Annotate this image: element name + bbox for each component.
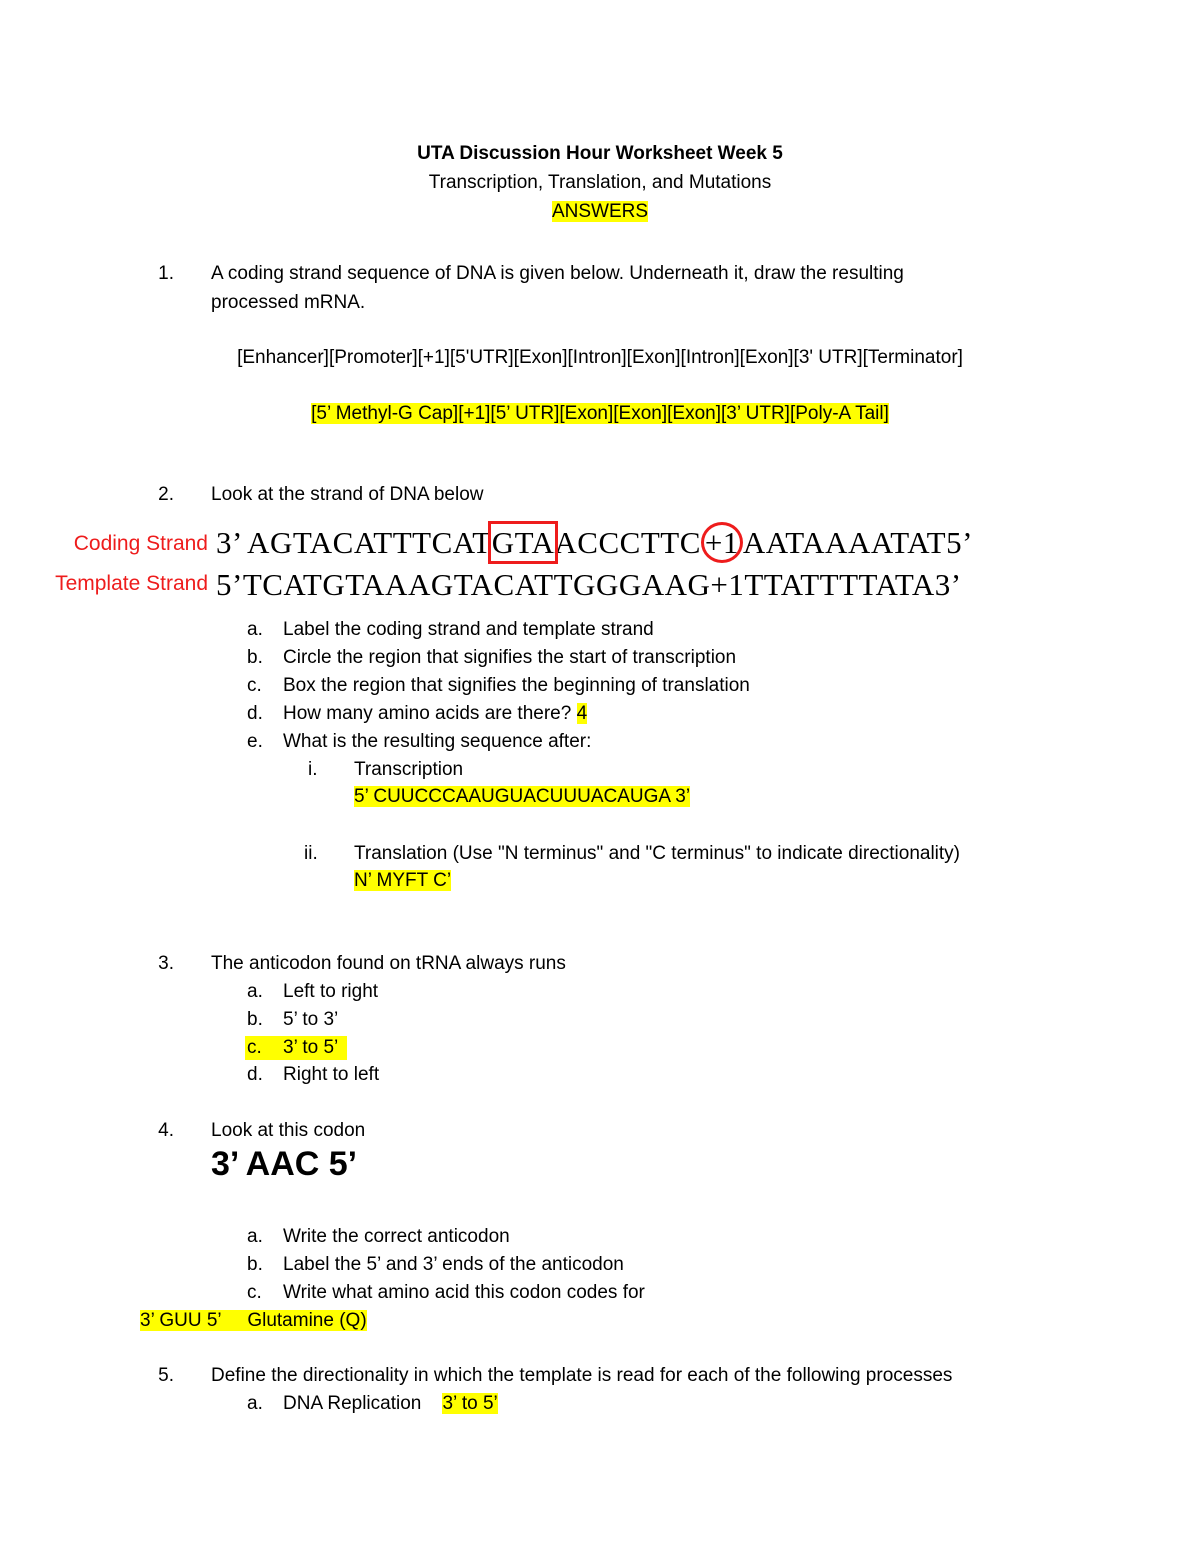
q2-sub-i-answer: 5’ CUUCCCAAUGUACUUUACAUGA 3’ [354,786,691,807]
q4-item-b-text: Label the 5’ and 3’ ends of the anticodon [283,1254,624,1275]
q4-item-a-letter: a. [247,1226,263,1247]
q1-answer: [5’ Methyl-G Cap][+1][5’ UTR][Exon][Exon][Exon][3’ UTR][Poly-A Tail] [311,403,889,424]
q4-item-b-letter: b. [247,1254,263,1275]
q2-item-e-text: What is the resulting sequence after: [283,731,592,752]
q5-item-a-letter: a. [247,1393,263,1414]
translation-start-box: GTA [491,525,555,560]
q3-option-a-text: Left to right [283,981,379,1002]
q5-item-a-answer: 3’ to 5’ [442,1393,498,1414]
template-strand-label: Template Strand [55,572,208,595]
q2-sub-ii-answer-row [354,870,451,892]
q2-item-e-letter: e. [247,731,263,752]
q2-sub-i-numeral: i. [308,759,318,780]
q4-answer-row [140,1310,367,1332]
q3-option-b-text: 5’ to 3’ [283,1009,339,1030]
q2-item-a-letter: a. [247,619,263,640]
q2-item-d [283,703,587,725]
q5-item-a-text: DNA Replication [283,1393,422,1414]
q2-item-c-text: Box the region that signifies the beginning of translation [283,675,750,696]
coding-seq-part-b: ACCCTTC [554,525,701,560]
q2-sub-ii-numeral: ii. [304,843,318,864]
q2-item-b-text: Circle the region that signifies the start of transcription [283,647,737,668]
q5-text: Define the directionality in which the template is read for each of the following processes [211,1365,953,1386]
q2-text: Look at the strand of DNA below [211,484,484,505]
coding-strand-sequence [216,525,973,561]
q2-item-c-letter: c. [247,675,262,696]
q3-option-c-letter: c. [247,1037,262,1058]
q1-text-line1: A coding strand sequence of DNA is given below. Underneath it, draw the resulting [211,263,904,284]
q2-item-a-text: Label the coding strand and template strand [283,619,654,640]
q3-option-b-letter: b. [247,1009,263,1030]
q2-item-d-answer: 4 [576,703,588,724]
q4-item-c-letter: c. [247,1282,262,1303]
q3-option-d-text: Right to left [283,1064,380,1085]
q1-text-line2: processed mRNA. [211,292,366,313]
q5-item-a [283,1393,498,1415]
q1-dna-structure: [Enhancer][Promoter][+1][5'UTR][Exon][Intron][Exon][Intron][Exon][3' UTR][Terminator] [237,347,963,368]
page-title: UTA Discussion Hour Worksheet Week 5 [417,143,783,164]
q2-sub-i-answer-row [354,786,690,808]
coding-strand-label: Coding Strand [73,532,208,555]
q4-item-a-text: Write the correct anticodon [283,1226,510,1247]
q3-text: The anticodon found on tRNA always runs [211,953,566,974]
coding-seq-part-c: AATAAAATAT5’ [742,525,973,560]
q3-option-a-letter: a. [247,981,263,1002]
transcription-start-circle: +1 [701,522,743,563]
q3-option-c-text: 3’ to 5’ [283,1037,339,1058]
q4-item-c-text: Write what amino acid this codon codes for [283,1282,645,1303]
q4-text: Look at this codon [211,1120,366,1141]
q2-item-b-letter: b. [247,647,263,668]
q2-item-d-text: How many amino acids are there? [283,703,572,724]
q4-codon: 3’ AAC 5’ [211,1145,358,1183]
q2-item-d-letter: d. [247,703,263,724]
page-subtitle: Transcription, Translation, and Mutations [428,172,772,193]
q2-sub-ii-answer: N’ MYFT C’ [354,870,452,891]
q2-sub-ii-text: Translation (Use "N terminus" and "C terminus" to indicate directionality) [354,843,961,864]
answers-label: ANSWERS [551,201,649,222]
coding-seq-part-a: 3’ AGTACATTTCAT [216,525,492,560]
q1-answer-row [0,403,1200,425]
q2-sub-i-text: Transcription [354,759,464,780]
q3-option-d-letter: d. [247,1064,263,1085]
q4-answer: 3’ GUU 5’ Glutamine (Q) [140,1310,367,1331]
template-strand-sequence: 5’TCATGTAAAGTACATTGGGAAG+1TTATTTTATA3’ [216,567,962,602]
answers-heading [0,201,1200,223]
